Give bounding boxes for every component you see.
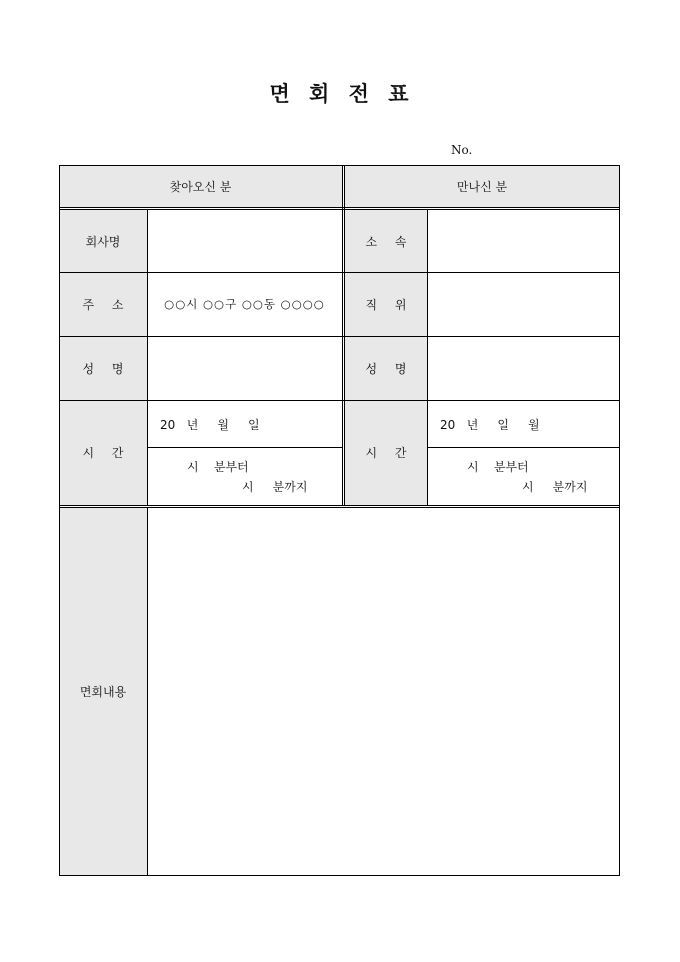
- content-field[interactable]: [147, 508, 619, 875]
- company-field[interactable]: [147, 210, 342, 272]
- visitor-name-label: 성 명: [59, 336, 147, 400]
- row-rule: [59, 336, 620, 337]
- address-field[interactable]: ○○시 ○○구 ○○동 ○○○○: [164, 297, 325, 311]
- content-label: 면회내용: [59, 508, 147, 875]
- content-double-rule-upper: [59, 505, 620, 506]
- visitor-name-field[interactable]: [147, 336, 342, 400]
- document-number-label: No.: [451, 143, 473, 157]
- visitor-date-line: 20 년 월 일: [160, 418, 260, 432]
- table-border-right: [619, 165, 620, 876]
- row-rule: [59, 400, 620, 401]
- address-label: 주 소: [59, 272, 147, 336]
- visitor-from-line: 시 분부터: [187, 460, 249, 474]
- time-subrow-rule: [427, 447, 620, 448]
- table-border-left: [59, 165, 60, 876]
- content-double-rule-lower: [59, 507, 620, 508]
- host-from-line: 시 분부터: [467, 460, 529, 474]
- content-label-column-rule: [147, 507, 148, 876]
- position-label: 직 위: [345, 272, 427, 336]
- host-to-line: 시 분까지: [522, 480, 588, 494]
- host-time-label: 시 간: [345, 400, 427, 505]
- department-field[interactable]: [427, 210, 619, 272]
- host-name-label: 성 명: [345, 336, 427, 400]
- row-rule: [59, 272, 620, 273]
- visitor-time-label: 시 간: [59, 400, 147, 505]
- document-title: 면 회 전 표: [269, 81, 411, 106]
- host-date-line: 20 년 일 월: [440, 418, 540, 432]
- host-name-field[interactable]: [427, 336, 619, 400]
- center-double-rule-right: [344, 165, 345, 506]
- position-field[interactable]: [427, 272, 619, 336]
- time-subrow-rule: [147, 447, 343, 448]
- host-header: 만나신 분: [345, 166, 619, 207]
- header-double-rule-upper: [59, 207, 620, 208]
- company-label: 회사명: [59, 210, 147, 272]
- host-date-field[interactable]: [427, 400, 619, 447]
- table-border-top: [59, 165, 620, 166]
- visitor-label-column-rule: [147, 209, 148, 506]
- visitor-time-range-field[interactable]: [147, 447, 342, 505]
- center-double-rule-left: [342, 165, 343, 506]
- visitor-header: 찾아오신 분: [59, 166, 342, 207]
- host-time-range-field[interactable]: [427, 447, 619, 505]
- department-label: 소 속: [345, 210, 427, 272]
- host-label-column-rule: [427, 209, 428, 506]
- table-border-bottom: [59, 875, 620, 876]
- header-double-rule-lower: [59, 209, 620, 210]
- visitor-to-line: 시 분까지: [242, 480, 308, 494]
- visitor-date-field[interactable]: [147, 400, 342, 447]
